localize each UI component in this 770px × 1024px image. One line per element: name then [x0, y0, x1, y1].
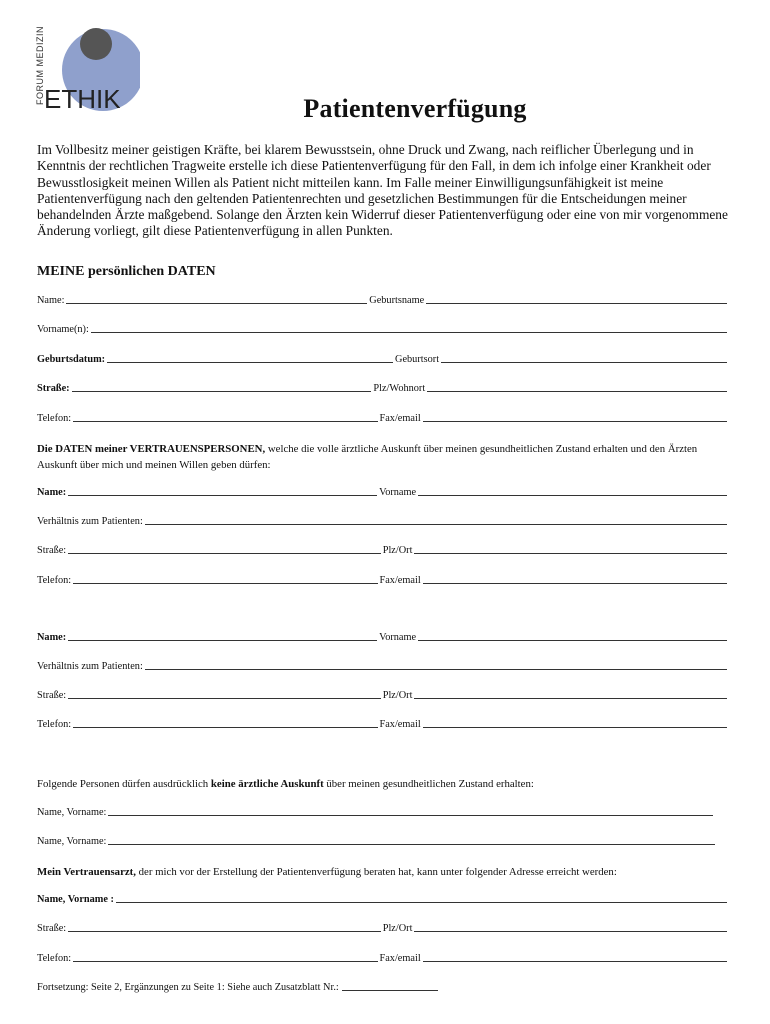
trusted1-phone-label: Telefon: [37, 575, 72, 586]
trusted1-fax-label: Fax/email [379, 575, 421, 586]
excluded-text-post: über meinen gesundheitlichen Zustand erhalten: [323, 778, 534, 790]
doctor-fax-label: Fax/email [379, 953, 421, 964]
personal-row-birthdate [37, 354, 729, 365]
excluded-row-1 [37, 807, 715, 818]
doctor-phone-field[interactable] [73, 960, 377, 962]
personal-row-name [37, 295, 729, 306]
phone-field[interactable] [73, 420, 377, 422]
firstname-label: Vorname(n): [37, 324, 89, 335]
trusted2-name-field[interactable] [68, 639, 377, 641]
logo-name: ETHIK [44, 84, 121, 114]
doctor-phone-label: Telefon: [37, 953, 72, 964]
trusted2-street-field[interactable] [68, 697, 381, 699]
doctor-row-name [37, 894, 729, 905]
birthname-field[interactable] [426, 302, 727, 304]
excluded-text-pre: Folgende Personen dürfen ausdrücklich [37, 778, 211, 790]
zip-city-label: Plz/Wohnort [373, 383, 426, 394]
trusted2-phone-field[interactable] [73, 726, 377, 728]
trusted-heading-text: welche die volle ärztliche Auskunft über meinen gesundheitlichen Zustand erhalten und den Ärzten Auskunft über mich und meinen Willen geben dürfen: [37, 443, 698, 471]
trusted1-zip-field[interactable] [414, 552, 727, 554]
trusted2-zip-field[interactable] [414, 697, 727, 699]
trusted1-relation-field[interactable] [145, 523, 727, 525]
trusted1-relation-label: Verhältnis zum Patienten: [37, 516, 143, 527]
excluded1-field[interactable] [108, 814, 713, 816]
trusted1-row-name [37, 487, 729, 498]
excluded2-field[interactable] [108, 843, 715, 845]
trusted-persons-heading [37, 441, 737, 473]
personal-row-phone [37, 413, 729, 424]
birthdate-field[interactable] [107, 361, 393, 363]
intro-paragraph: Im Vollbesitz meiner geistigen Kräfte, bei klarem Bewusstsein, ohne Druck und Zwang, nach reiflicher Überlegung und in Kenntnis der rechtlichen Tragweite erstelle ich diese Patientenverfügung für den Fall, in dem ich infolge einer Krankheit oder Bewusstlosigkeit meinen Willen als Patient nicht mitteilen kann. Im Falle meiner Einwilligungsunfähigkeit ist meine Patientenverfügung nach den geltenden Patientenrechten und gesetzlichen Bestimmungen für die Entscheidungen meiner behandelnden Ärzte maßgebend. Solange den Ärzten kein Widerruf dieser Patientenverfügung oder eine von mir vorgenommene Änderung vorliegt, gilt diese Patientenverfügung in allen Punkten. [37, 142, 728, 239]
personal-data-heading: MEINE persönlichen DATEN [37, 264, 216, 279]
trusted2-zip-label: Plz/Ort [382, 690, 413, 701]
trusted2-firstname-field[interactable] [418, 639, 727, 641]
trusted1-phone-field[interactable] [73, 582, 377, 584]
doctor-text-bold: Mein Vertrauensarzt, [37, 866, 136, 878]
excluded-row-2 [37, 836, 717, 847]
trusted2-row-phone [37, 719, 729, 730]
birthplace-label: Geburtsort [395, 354, 440, 365]
street-label: Straße: [37, 383, 70, 394]
trusted2-relation-label: Verhältnis zum Patienten: [37, 661, 143, 672]
trusted2-fax-label: Fax/email [379, 719, 421, 730]
trusted1-firstname-field[interactable] [418, 494, 727, 496]
doctor-text [37, 864, 737, 880]
trusted1-name-field[interactable] [68, 494, 377, 496]
page-title: Patientenverfügung [303, 94, 527, 123]
trusted2-firstname-label: Vorname [379, 632, 417, 643]
birthname-label: Geburtsname [369, 295, 425, 306]
name-label: Name: [37, 295, 65, 306]
supplement-number-field[interactable] [342, 989, 438, 991]
phone-label: Telefon: [37, 413, 72, 424]
street-field[interactable] [72, 390, 372, 392]
zip-city-field[interactable] [427, 390, 727, 392]
doctor-row-street [37, 923, 729, 934]
doctor-fax-field[interactable] [423, 960, 727, 962]
trusted1-street-field[interactable] [68, 552, 381, 554]
trusted1-row-street [37, 545, 729, 556]
trusted2-row-name [37, 632, 729, 643]
doctor-name-label: Name, Vorname : [37, 894, 114, 905]
trusted2-name-label: Name: [37, 632, 67, 643]
trusted2-row-relation [37, 661, 729, 672]
fax-field[interactable] [423, 420, 727, 422]
trusted1-street-label: Straße: [37, 545, 67, 556]
doctor-row-phone [37, 953, 729, 964]
doctor-text-rest: der mich vor der Erstellung der Patientenverfügung beraten hat, kann unter folgender Adresse erreicht werden: [135, 866, 617, 878]
trusted1-row-phone [37, 575, 729, 586]
excluded-text-bold: keine ärztliche Auskunft [210, 778, 324, 790]
trusted2-street-label: Straße: [37, 690, 67, 701]
doctor-zip-label: Plz/Ort [382, 923, 413, 934]
birthdate-label: Geburtsdatum: [37, 354, 106, 365]
personal-row-street [37, 383, 729, 394]
trusted2-fax-field[interactable] [423, 726, 727, 728]
trusted-heading-bold: Die DATEN meiner VERTRAUENSPERSONEN, [37, 443, 266, 455]
footer-note [37, 982, 438, 993]
firstname-field[interactable] [91, 331, 727, 333]
trusted1-name-label: Name: [37, 487, 67, 498]
footer-note-text: Fortsetzung: Seite 2, Ergänzungen zu Seite 1: Siehe auch Zusatzblatt Nr.: [37, 982, 339, 993]
personal-row-firstname [37, 324, 729, 335]
trusted2-relation-field[interactable] [145, 668, 727, 670]
trusted1-fax-field[interactable] [423, 582, 727, 584]
doctor-street-label: Straße: [37, 923, 67, 934]
trusted1-zip-label: Plz/Ort [382, 545, 413, 556]
logo-vertical-text: FORUM MEDIZIN [35, 26, 45, 105]
doctor-street-field[interactable] [68, 930, 381, 932]
trusted2-row-street [37, 690, 729, 701]
doctor-name-field[interactable] [116, 901, 727, 903]
birthplace-field[interactable] [441, 361, 727, 363]
trusted1-row-relation [37, 516, 729, 527]
trusted2-phone-label: Telefon: [37, 719, 72, 730]
excluded1-label: Name, Vorname: [37, 807, 107, 818]
fax-label: Fax/email [379, 413, 421, 424]
doctor-zip-field[interactable] [414, 930, 727, 932]
excluded-persons-text [37, 776, 737, 792]
excluded2-label: Name, Vorname: [37, 836, 107, 847]
name-field[interactable] [66, 302, 367, 304]
trusted1-firstname-label: Vorname [379, 487, 417, 498]
